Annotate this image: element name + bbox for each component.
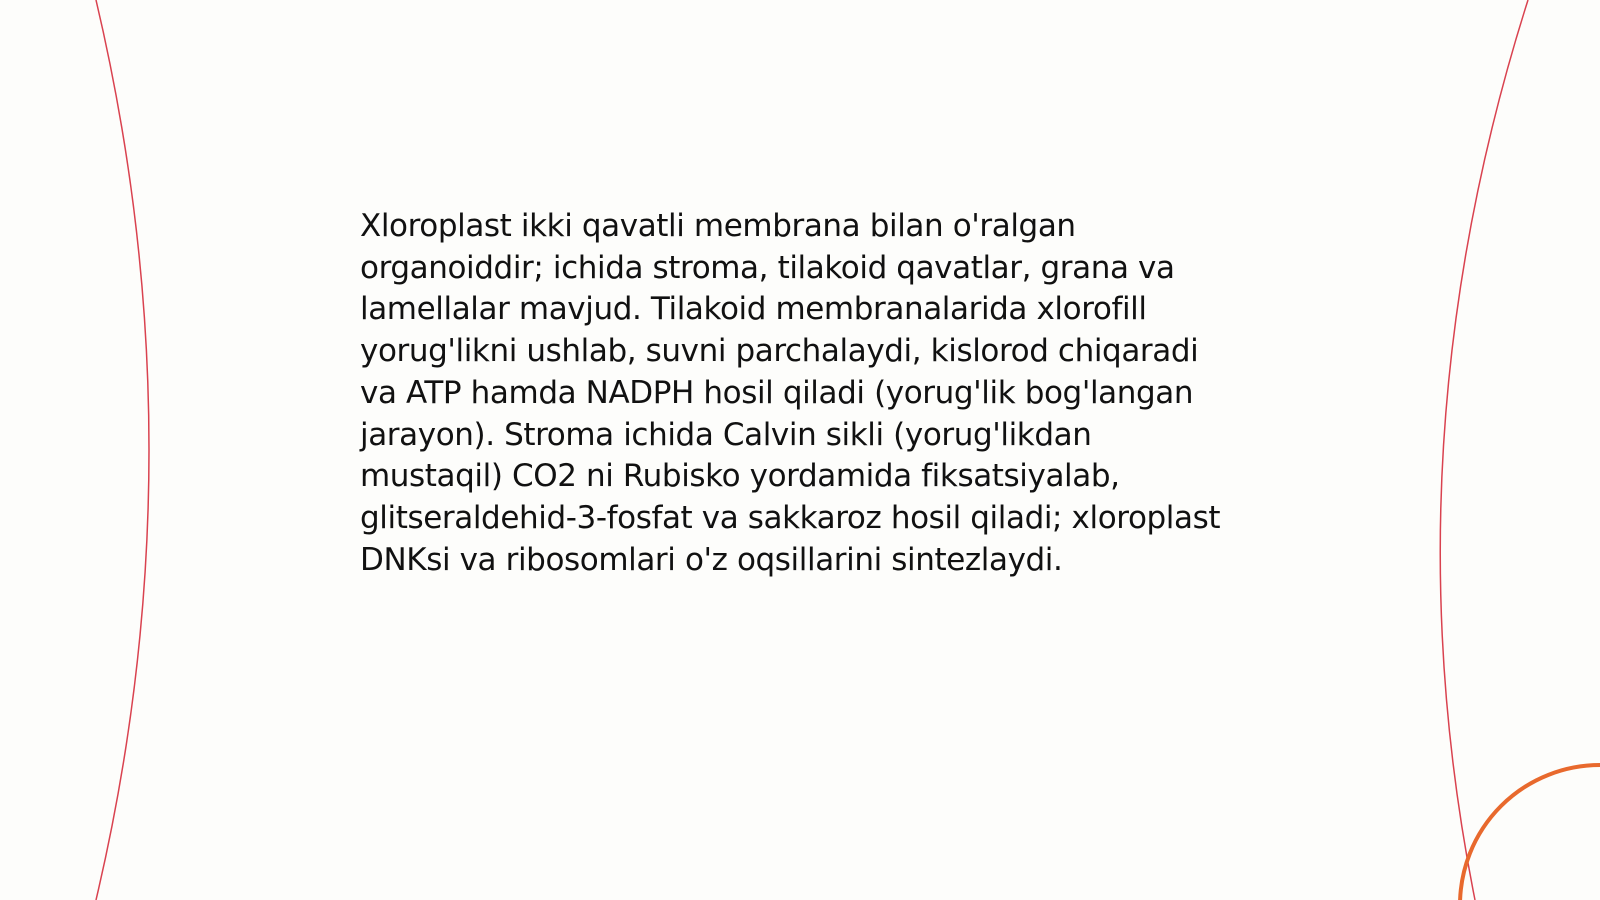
slide-body-text: Xloroplast ikki qavatli membrana bilan o'ralgan organoiddir; ichida stroma, tilakoid qavatlar, grana va lamellalar mavjud. Tilakoid membranalarida xlorofill yorug'likni ushlab, suvni parchalaydi, kislorod chiqaradi va ATP hamda NADPH hosil qiladi (yorug'lik bog'langan jarayon). Stroma ichida Calvin sikli (yorug'likdan mustaqil) CO2 ni Rubisko yordamida fiksatsiyalab, glitseraldehid-3-fosfat va sakkaroz hosil qiladi; xloroplast DNKsi va ribosomlari o'z oqsillarini sintezlaydi. [360, 208, 1221, 578]
right-red-arc [1440, 0, 1528, 900]
orange-circle-arc [1460, 765, 1600, 900]
left-red-arc [96, 0, 149, 900]
